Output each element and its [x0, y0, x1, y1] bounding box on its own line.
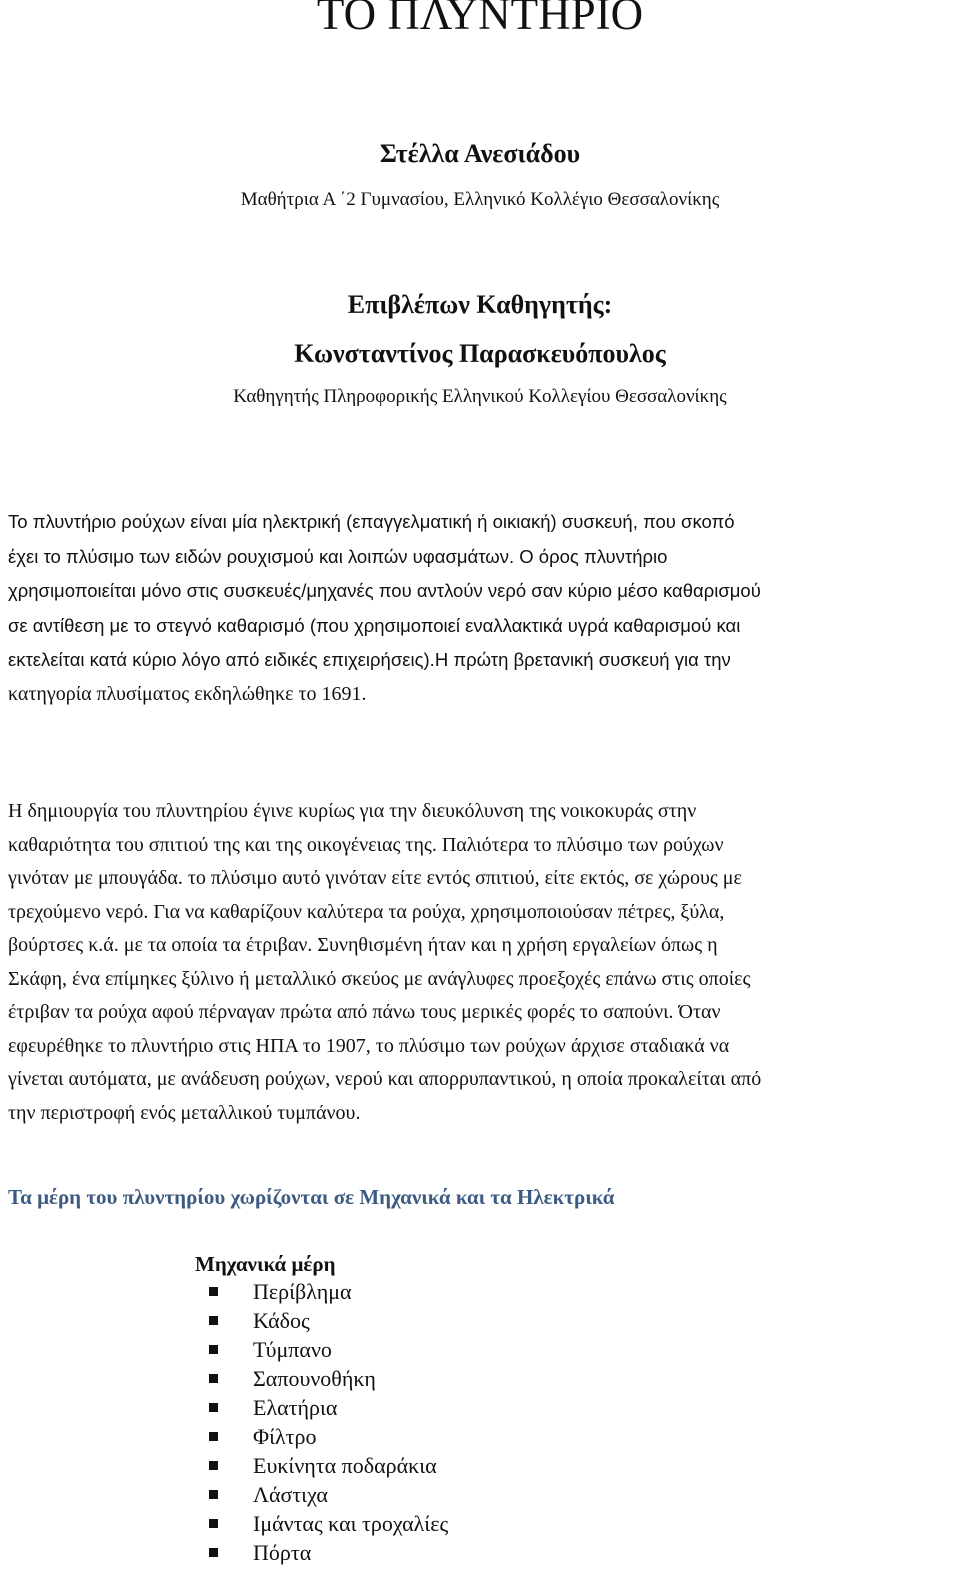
square-bullet-icon: [209, 1432, 218, 1441]
parts-heading: Τα μέρη του πλυντηρίου χωρίζονται σε Μηχανικά και τα Ηλεκτρικά: [8, 1185, 615, 1209]
document-title: ΤΟ ΠΛΥΝΤΗΡΙΟ: [316, 0, 644, 39]
list-item: Φίλτρο: [205, 1422, 448, 1451]
list-item: Περίβλημα: [205, 1277, 448, 1306]
intro-line: εκτελείται κατά κύριο λόγο από ειδικές επιχειρήσεις).Η πρώτη βρετανική συσκευή για την: [8, 649, 731, 670]
square-bullet-icon: [209, 1316, 218, 1325]
square-bullet-icon: [209, 1548, 218, 1557]
history-line: βούρτσες κ.ά. με τα οποία τα έτριβαν. Συνηθισμένη ήταν και η χρήση εργαλείων όπως η: [8, 934, 718, 956]
square-bullet-icon: [209, 1403, 218, 1412]
history-line: την περιστροφή ενός μεταλλικού τυμπάνου.: [8, 1101, 361, 1124]
list-item: Τύμπανο: [205, 1335, 448, 1364]
supervisor-name: Κωνσταντίνος Παρασκευόπουλος: [294, 339, 666, 368]
history-line: γίνεται αυτόματα, με ανάδευση ρούχων, νερού και απορρυπαντικού, η οποία προκαλείται από: [8, 1068, 762, 1090]
mechanical-parts-list: [205, 1277, 448, 1567]
history-paragraph: [8, 795, 960, 1130]
list-item: Πόρτα: [205, 1538, 448, 1567]
list-item: Λάστιχα: [205, 1480, 448, 1509]
supervisor-heading: Επιβλέπων Καθηγητής:: [347, 290, 613, 319]
history-line: έτριβαν τα ρούχα αφού πέρναγαν πρώτα από πάνω τους μερικές φορές το σαπούνι. Όταν: [8, 1001, 721, 1023]
history-line: Η δημιουργία του πλυντηρίου έγινε κυρίως για την διευκόλυνση της νοικοκυράς στην: [8, 800, 697, 822]
history-line: γινόταν με μπουγάδα. το πλύσιμο αυτό γινόταν είτε εντός σπιτιού, είτε εκτός, σε χώρους με: [8, 867, 742, 889]
intro-line: κατηγορία πλυσίματος εκδηλώθηκε το 1691.: [8, 682, 367, 705]
author-name: Στέλλα Ανεσιάδου: [379, 139, 581, 168]
square-bullet-icon: [209, 1490, 218, 1499]
history-line: εφευρέθηκε το πλυντήριο στις ΗΠΑ το 1907, το πλύσιμο των ρούχων άρχισε σταδιακά να: [8, 1034, 730, 1057]
square-bullet-icon: [209, 1287, 218, 1296]
history-line: τρεχούμενο νερό. Για να καθαρίζουν καλύτερα τα ρούχα, χρησιμοποιούσαν πέτρες, ξύλα,: [8, 900, 725, 923]
intro-line: Το πλυντήριο ρούχων είναι μία ηλεκτρική (επαγγελματική ή οικιακή) συσκευή, που σκοπό: [8, 511, 735, 532]
square-bullet-icon: [209, 1345, 218, 1354]
list-item: Κάδος: [205, 1306, 448, 1335]
intro-line: χρησιμοποιείται μόνο στις συσκευές/μηχανές που αντλούν νερό σαν κύριο μέσο καθαρισμού: [8, 580, 761, 601]
intro-line: έχει το πλύσιμο των ειδών ρουχισμού και λοιπών υφασμάτων. Ο όρος πλυντήριο: [8, 545, 668, 567]
history-line: καθαριότητα του σπιτιού της και της οικογένειας της. Παλιότερα το πλύσιμο των ρούχων: [8, 833, 724, 856]
list-item: Ελατήρια: [205, 1393, 448, 1422]
history-line: Σκάφη, ένα επίμηκες ξύλινο ή μεταλλικό σκεύος με ανάγλυφες προεξοχές επάνω στις οποίες: [8, 967, 751, 990]
square-bullet-icon: [209, 1519, 218, 1528]
square-bullet-icon: [209, 1461, 218, 1470]
intro-line: σε αντίθεση με το στεγνό καθαρισμό (που χρησιμοποιεί εναλλακτικά υγρά καθαρισμού και: [8, 614, 741, 636]
list-item: Ευκίνητα ποδαράκια: [205, 1451, 448, 1480]
supervisor-role: Καθηγητής Πληροφορικής Ελληνικού Κολλεγίου Θεσσαλονίκης: [233, 386, 727, 407]
author-role: Μαθήτρια Α ΄2 Γυμνασίου, Ελληνικό Κολλέγιο Θεσσαλονίκης: [240, 189, 720, 210]
list-item: Σαπουνοθήκη: [205, 1364, 448, 1393]
square-bullet-icon: [209, 1374, 218, 1383]
intro-paragraph: [8, 505, 960, 711]
list-item: Ιμάντας και τροχαλίες: [205, 1509, 448, 1538]
mechanical-parts-heading: Μηχανικά μέρη: [195, 1252, 336, 1276]
